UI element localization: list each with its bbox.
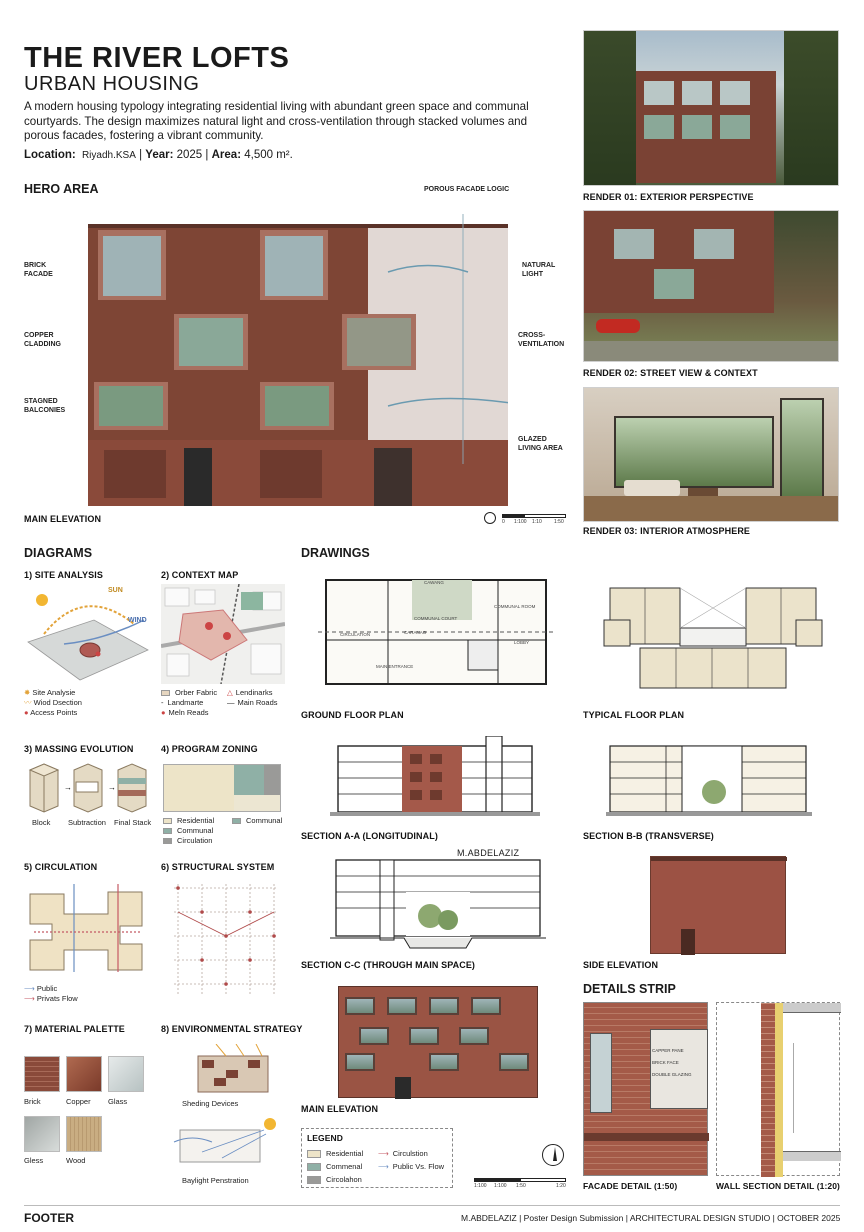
- section-aa-caption: SECTION A-A (LONGITUDINAL): [301, 831, 438, 841]
- swatch-glass-2: [24, 1116, 60, 1152]
- daylight-penetration-label: Baylight Penstration: [182, 1176, 249, 1185]
- massing-step-block: Block: [32, 818, 51, 827]
- environmental-strategy-title: 8) ENVIRONMENTAL STRATEGY: [161, 1024, 303, 1034]
- structural-system-diagram: [170, 882, 282, 1000]
- year-value: 2025: [176, 149, 203, 161]
- footer-text: | Poster Design Submission | ARCHITECTURAL DESIGN STUDIO | OCTOBER 2025: [519, 1213, 841, 1223]
- facade-detail-caption: FACADE DETAIL (1:50): [583, 1181, 678, 1191]
- ground-plan-label-5: CIRCULATION: [340, 632, 371, 637]
- year-label: Year:: [145, 149, 174, 161]
- massing-step-subtraction: Subtraction: [68, 818, 106, 827]
- legend-private-flow: Privats Flow: [36, 994, 78, 1004]
- annotation-stacked-balconies: STAGNED BALCONIES: [24, 398, 66, 414]
- annotation-brick-facade: BRICK FACADE: [24, 262, 53, 278]
- facade-note-1: CAPPER PANE: [652, 1048, 684, 1053]
- legend-access-points: Access Points: [30, 708, 78, 718]
- svg-text:→: →: [64, 783, 72, 792]
- shading-devices-label: Sheding Devices: [182, 1099, 239, 1108]
- swatch-glass-2-label: Gless: [24, 1156, 44, 1165]
- facade-note-2: BRICK FACE: [652, 1060, 679, 1065]
- legend-public-vs-flow: Public Vs. Flow: [392, 1162, 445, 1171]
- massing-step-final: Final Stack: [114, 818, 152, 827]
- watermark: M.ABDELAZIZ: [457, 848, 520, 858]
- section-cc-caption: SECTION C-C (THROUGH MAIN SPACE): [301, 960, 476, 970]
- area-value: 4,500 m².: [244, 149, 293, 161]
- swatch-glass-label: Glass: [108, 1097, 128, 1106]
- site-analysis-diagram: [24, 584, 150, 684]
- shading-devices-diagram: [186, 1044, 278, 1094]
- context-map-diagram: [161, 584, 285, 684]
- hero-elevation-drawing: [88, 214, 508, 506]
- typical-floor-plan: [600, 584, 826, 694]
- render-02-caption: RENDER 02: STREET VIEW & CONTEXT: [583, 368, 758, 378]
- legend-site-analysis: Site Analysie: [32, 688, 76, 697]
- hero-scalebar: 0 1:100 1:10 1:50: [502, 514, 566, 524]
- poster-subtitle: URBAN HOUSING: [24, 73, 200, 95]
- svg-text:→: →: [108, 783, 116, 792]
- legend-circulation-arrow: Circulstion: [392, 1149, 428, 1158]
- footer-author: M.ABDELAZIZ: [461, 1213, 517, 1223]
- legend-zoning-communal-b: Communal: [232, 816, 282, 826]
- north-arrow-icon: [484, 512, 496, 524]
- north-arrow-icon: [542, 1144, 564, 1166]
- legend-box: LEGEND Residential Commenal Circolahon ⟶ Circulstion ⟶ Public Vs. Flow: [301, 1128, 453, 1188]
- typical-floor-caption: TYPICAL FLOOR PLAN: [583, 710, 685, 720]
- ground-floor-caption: GROUND FLOOR PLAN: [301, 710, 404, 720]
- legend-wind-direction: Wiod Dsection: [33, 698, 82, 708]
- swatch-brick-label: Brick: [24, 1097, 41, 1106]
- render-03-image: [583, 387, 839, 522]
- context-map-title: 2) CONTEXT MAP: [161, 570, 239, 580]
- legend-residential: Residential: [326, 1149, 364, 1158]
- site-analysis-legend: ✸ Site Analysie 〰 Wiod Dsection ● Access Points: [24, 688, 82, 718]
- swatch-brick: [24, 1056, 60, 1092]
- wall-section-caption: WALL SECTION DETAIL (1:20): [716, 1181, 840, 1191]
- massing-evolution-diagram: [24, 760, 152, 814]
- section-aa-drawing: [330, 736, 540, 824]
- program-zoning-title: 4) PROGRAM ZONING: [161, 744, 258, 754]
- annotation-copper-cladding: COPPER CLADDING: [24, 332, 61, 348]
- ground-plan-label-1: CAWANG: [424, 580, 444, 585]
- location-label: Location:: [24, 149, 76, 161]
- legend-communal: Commenal: [326, 1162, 363, 1171]
- facade-note-3: DOUBLE GLAZING: [652, 1072, 692, 1077]
- side-elevation-drawing: [650, 856, 786, 954]
- render-01-image: [583, 30, 839, 186]
- section-bb-caption: SECTION B-B (TRANSVERSE): [583, 831, 714, 841]
- section-cc-drawing: [330, 858, 546, 954]
- annotation-cross-ventilation: CROSS-VENTILATION: [518, 332, 565, 348]
- diagrams-section-title: DIAGRAMS: [24, 546, 93, 560]
- structural-system-title: 6) STRUCTURAL SYSTEM: [161, 862, 275, 872]
- footer-label: FOOTER: [24, 1211, 74, 1225]
- legend-circulation: Circolahon: [326, 1175, 362, 1184]
- legend-zoning-circulation: Circulation: [177, 836, 213, 846]
- legend-urban-fabric: Orber Fabric: [175, 688, 218, 697]
- render-01-caption: RENDER 01: EXTERIOR PERSPECTIVE: [583, 192, 754, 202]
- legend-zoning-residential: Residential: [177, 816, 215, 825]
- legend-landmarks-a: Landmarte: [167, 698, 204, 707]
- hero-caption: MAIN ELEVATION: [24, 514, 102, 524]
- main-elevation-drawing: [338, 986, 538, 1098]
- main-elevation-caption: MAIN ELEVATION: [301, 1104, 379, 1114]
- render-03-caption: RENDER 03: INTERIOR ATMOSPHERE: [583, 526, 751, 536]
- footer-credit: [461, 1213, 840, 1223]
- legend-main-roads-a: Meln Reads: [168, 708, 209, 717]
- annotation-glazed-living: GLAZED LIVING AREA: [518, 436, 563, 452]
- program-zoning-diagram: [163, 764, 281, 812]
- facade-detail-drawing: [583, 1002, 708, 1176]
- annotation-porous-facade: POROUS FACADE LOGIC: [424, 186, 510, 193]
- render-02-image: [583, 210, 839, 362]
- area-label: Area:: [211, 149, 242, 161]
- side-elevation-caption: SIDE ELEVATION: [583, 960, 659, 970]
- swatch-wood-label: Wood: [66, 1156, 86, 1165]
- hero-section-title: HERO AREA: [24, 182, 99, 196]
- legend-landmarks-b: Lendinarks: [235, 688, 273, 697]
- annotation-natural-light: NATURAL LIGHT: [522, 262, 556, 278]
- project-meta: Location: Riyadh.KSA | Year: 2025 | Area: 4,500 m².: [24, 149, 293, 161]
- wind-label: WIND: [128, 617, 147, 624]
- legend-zoning-communal: Communal: [177, 826, 214, 836]
- footer-divider: [24, 1205, 840, 1206]
- swatch-wood: [66, 1116, 102, 1152]
- ground-floor-plan: [318, 570, 554, 690]
- legend-public-flow: Public: [36, 984, 58, 993]
- ground-plan-label-4: COMMUNAL ROOM: [494, 604, 536, 609]
- circulation-title: 5) CIRCULATION: [24, 862, 98, 872]
- circulation-diagram: [24, 880, 150, 976]
- legend-scalebar: 1:100 1:100 1:50 1:20: [474, 1178, 566, 1188]
- daylight-penetration-diagram: [172, 1112, 282, 1164]
- sun-label: SUN: [108, 587, 123, 594]
- ground-plan-label-2: COMMUNAL COURT: [414, 616, 458, 621]
- circulation-legend: ⟶ Public ⟶ Privats Flow: [24, 984, 78, 1004]
- wall-section-detail-drawing: [716, 1002, 840, 1176]
- section-bb-drawing: [606, 742, 812, 824]
- drawings-section-title: DRAWINGS: [301, 546, 370, 560]
- ground-plan-label-6: MAIN ENTRANCE: [376, 664, 414, 669]
- ground-plan-label-3: CARANAG: [404, 630, 427, 635]
- location-value: Riyadh.KSA: [81, 150, 136, 161]
- site-analysis-title: 1) SITE ANALYSIS: [24, 570, 103, 580]
- details-section-title: DETAILS STRIP: [583, 982, 676, 996]
- poster-title: THE RIVER LOFTS: [24, 42, 290, 74]
- legend-title: LEGEND: [307, 1133, 344, 1143]
- massing-evolution-title: 3) MASSING EVOLUTION: [24, 744, 134, 754]
- project-description: A modern housing typology integrating residential living with abundant green space and communal courtyards. The design maximizes natural light and cross-ventilation through stacked volumes and porous facades, fostering a vibrant community.: [24, 100, 529, 142]
- swatch-glass: [108, 1056, 144, 1092]
- legend-main-roads-b: Main Roads: [237, 698, 278, 707]
- swatch-copper-label: Copper: [66, 1097, 91, 1106]
- program-zoning-legend: [163, 816, 214, 846]
- ground-plan-label-7: LOBBY: [514, 640, 530, 645]
- swatch-copper: [66, 1056, 102, 1092]
- material-palette-title: 7) MATERIAL PALETTE: [24, 1024, 125, 1034]
